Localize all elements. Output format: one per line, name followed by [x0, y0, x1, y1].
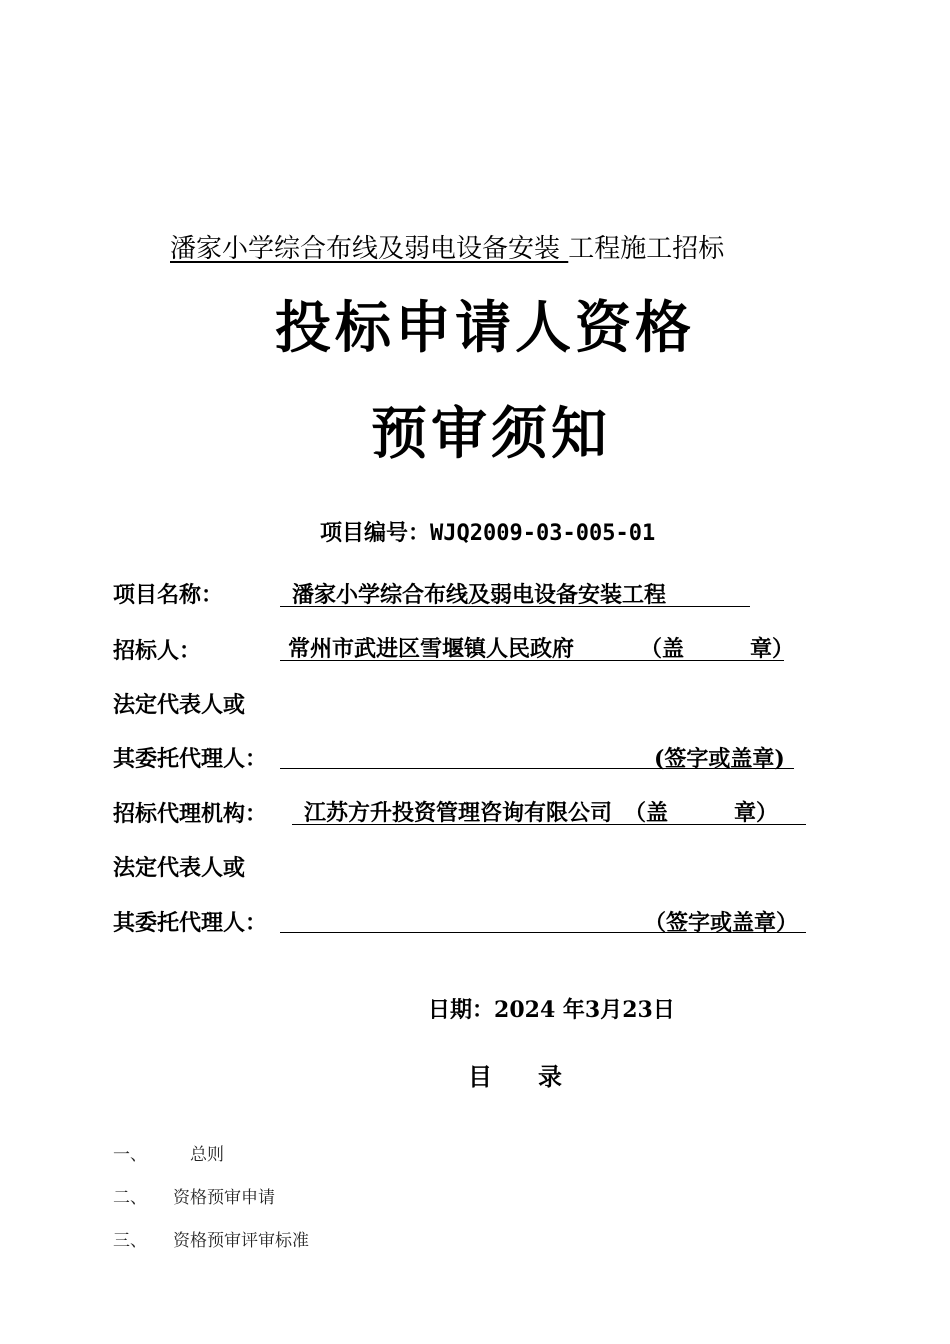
agency-value: 江苏方升投资管理咨询有限公司 — [304, 800, 613, 826]
project-name-value: 潘家小学综合布线及弱电设备安装工程 — [292, 582, 667, 608]
main-title-line1: 投标申请人资格 — [275, 296, 695, 361]
project-number-label: 项目编号： — [320, 520, 431, 546]
date — [428, 993, 675, 1024]
agency-line — [292, 794, 806, 825]
tenderer-rep-label: 其委托代理人： — [113, 746, 268, 772]
toc-item-text: 资格预审评审标准 — [173, 1231, 309, 1251]
toc-item[interactable] — [113, 1183, 275, 1208]
project-number-value: WJQ2009-03-005-01 — [430, 521, 656, 546]
toc-item-number: 一、 — [113, 1145, 147, 1165]
main-title-line2: 预审须知 — [371, 402, 611, 467]
project-name-line — [280, 576, 750, 607]
toc-item-text: 总则 — [173, 1145, 224, 1165]
agency-label: 招标代理机构： — [113, 801, 268, 827]
tenderer-line — [280, 630, 795, 662]
tenderer-seal: （盖 章） — [640, 636, 795, 662]
toc-item[interactable] — [113, 1226, 309, 1251]
tender-subtitle — [170, 232, 724, 266]
tenderer-rep-label-line1: 法定代表人或 — [113, 692, 246, 718]
toc-item-number: 三、 — [113, 1231, 147, 1251]
agency-seal: （盖 章） — [624, 800, 779, 826]
toc-title: 目录 — [468, 1062, 608, 1091]
agency-rep-sign-note: （签字或盖章） — [644, 910, 799, 936]
project-name-underlined: 潘家小学综合布线及弱电设备安装 — [170, 234, 569, 264]
tender-suffix: 工程施工招标 — [568, 234, 725, 264]
toc-item-text: 资格预审申请 — [173, 1188, 275, 1208]
agency-rep-signature-line — [280, 902, 806, 936]
agency-rep-label: 其委托代理人： — [113, 910, 268, 936]
date-label: 日期： — [428, 997, 495, 1023]
project-name-label: 项目名称： — [113, 582, 224, 608]
tenderer-rep-sign-note: (签字或盖章) — [654, 746, 785, 772]
tenderer-value: 常州市武进区雪堰镇人民政府 — [288, 636, 575, 662]
date-value: 2024 年3月23日 — [494, 997, 675, 1023]
toc-item-number: 二、 — [113, 1188, 147, 1208]
tenderer-rep-signature-line — [280, 738, 794, 772]
toc-item[interactable] — [113, 1140, 224, 1165]
tenderer-label: 招标人： — [113, 638, 202, 664]
project-number — [320, 516, 655, 547]
agency-rep-label-line1: 法定代表人或 — [113, 855, 246, 881]
